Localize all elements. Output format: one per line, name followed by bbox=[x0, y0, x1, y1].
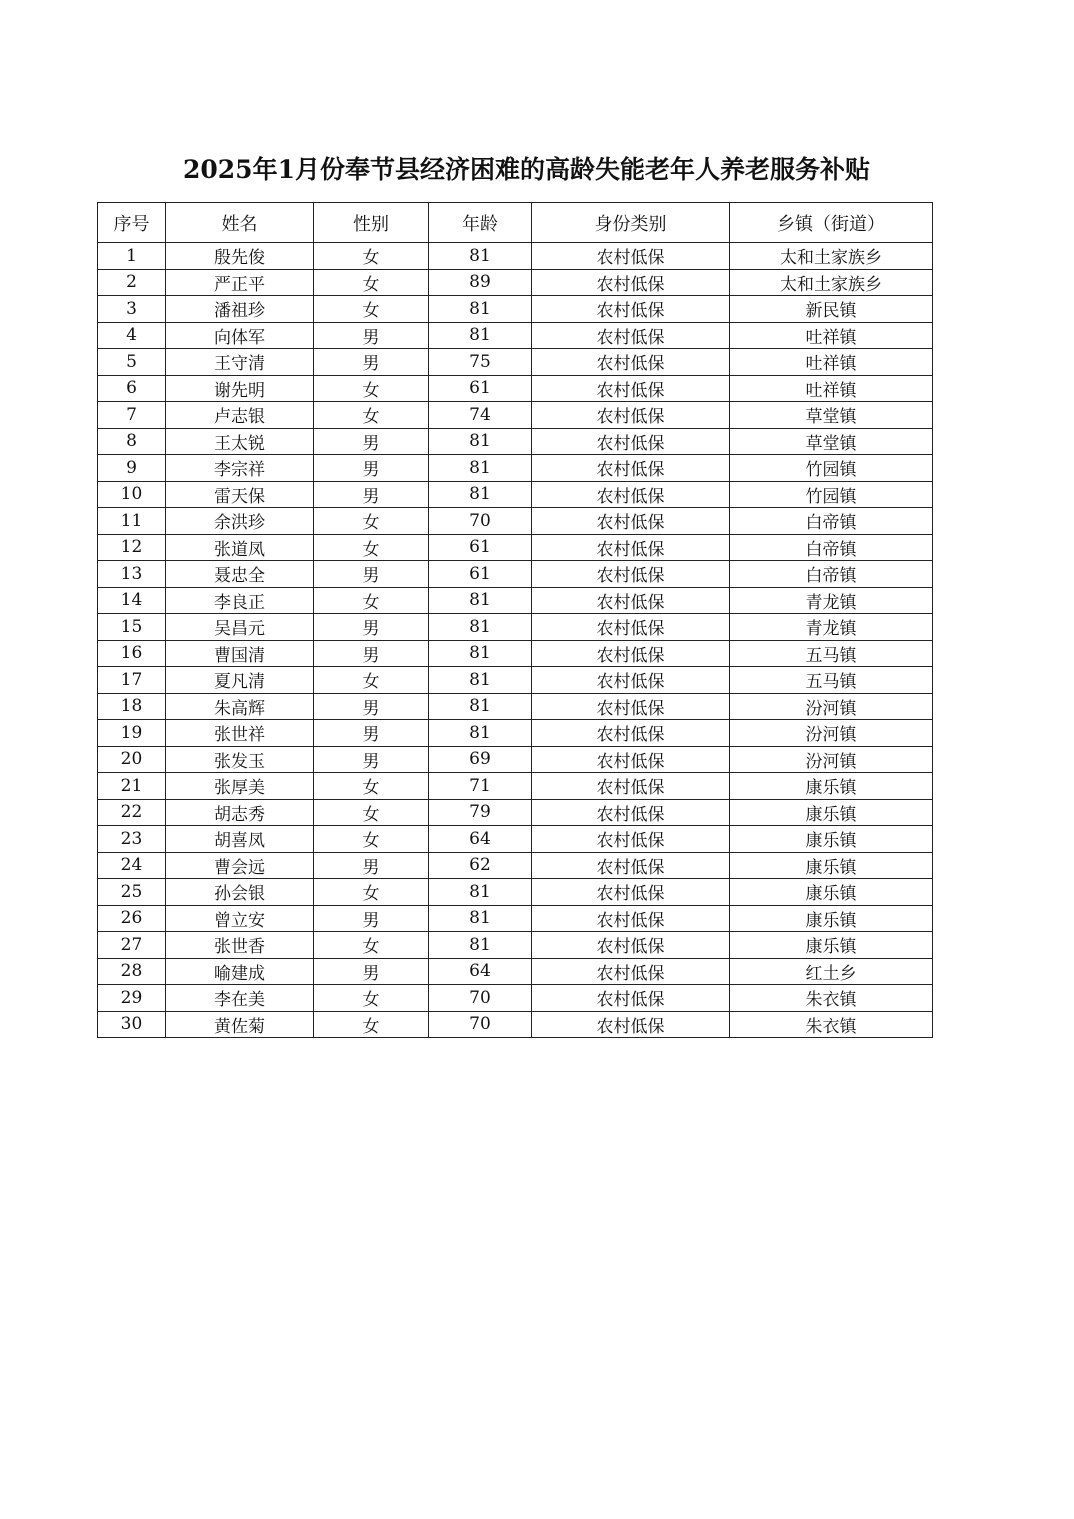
cell-name: 卢志银 bbox=[166, 402, 314, 429]
cell-gender: 女 bbox=[314, 269, 429, 296]
cell-category: 农村低保 bbox=[532, 932, 730, 959]
cell-gender: 男 bbox=[314, 428, 429, 455]
cell-index: 20 bbox=[98, 746, 166, 773]
cell-name: 曹会远 bbox=[166, 852, 314, 879]
cell-category: 农村低保 bbox=[532, 614, 730, 641]
cell-gender: 女 bbox=[314, 534, 429, 561]
cell-gender: 女 bbox=[314, 773, 429, 800]
cell-township: 白帝镇 bbox=[730, 561, 933, 588]
cell-category: 农村低保 bbox=[532, 455, 730, 482]
cell-name: 孙会银 bbox=[166, 879, 314, 906]
cell-age: 74 bbox=[429, 402, 532, 429]
table-header-row bbox=[98, 203, 933, 243]
cell-township: 草堂镇 bbox=[730, 428, 933, 455]
table-row bbox=[98, 932, 933, 959]
cell-name: 王守清 bbox=[166, 349, 314, 376]
cell-township: 吐祥镇 bbox=[730, 349, 933, 376]
cell-index: 10 bbox=[98, 481, 166, 508]
cell-name: 李良正 bbox=[166, 587, 314, 614]
cell-township: 新民镇 bbox=[730, 296, 933, 323]
cell-township: 青龙镇 bbox=[730, 587, 933, 614]
cell-category: 农村低保 bbox=[532, 481, 730, 508]
cell-township: 白帝镇 bbox=[730, 534, 933, 561]
cell-index: 21 bbox=[98, 773, 166, 800]
cell-age: 62 bbox=[429, 852, 532, 879]
table-row bbox=[98, 985, 933, 1012]
cell-name: 向体军 bbox=[166, 322, 314, 349]
cell-age: 81 bbox=[429, 587, 532, 614]
cell-township: 朱衣镇 bbox=[730, 985, 933, 1012]
cell-index: 2 bbox=[98, 269, 166, 296]
cell-name: 张发玉 bbox=[166, 746, 314, 773]
cell-name: 张世香 bbox=[166, 932, 314, 959]
table-body bbox=[98, 243, 933, 1038]
document-title: 2025年1月份奉节县经济困难的高龄失能老年人养老服务补贴 bbox=[183, 155, 870, 184]
cell-township: 康乐镇 bbox=[730, 932, 933, 959]
cell-township: 竹园镇 bbox=[730, 455, 933, 482]
cell-gender: 女 bbox=[314, 879, 429, 906]
cell-gender: 女 bbox=[314, 985, 429, 1012]
table-row bbox=[98, 375, 933, 402]
cell-category: 农村低保 bbox=[532, 667, 730, 694]
cell-gender: 女 bbox=[314, 375, 429, 402]
table-row bbox=[98, 561, 933, 588]
table-row bbox=[98, 852, 933, 879]
cell-age: 89 bbox=[429, 269, 532, 296]
cell-township: 康乐镇 bbox=[730, 799, 933, 826]
cell-name: 胡喜凤 bbox=[166, 826, 314, 853]
cell-category: 农村低保 bbox=[532, 508, 730, 535]
cell-category: 农村低保 bbox=[532, 905, 730, 932]
cell-age: 61 bbox=[429, 561, 532, 588]
table-row bbox=[98, 773, 933, 800]
cell-category: 农村低保 bbox=[532, 693, 730, 720]
cell-category: 农村低保 bbox=[532, 269, 730, 296]
cell-township: 吐祥镇 bbox=[730, 375, 933, 402]
table-row bbox=[98, 958, 933, 985]
cell-township: 五马镇 bbox=[730, 667, 933, 694]
header-township: 乡镇（街道） bbox=[730, 203, 933, 243]
cell-index: 8 bbox=[98, 428, 166, 455]
cell-name: 雷天保 bbox=[166, 481, 314, 508]
cell-index: 9 bbox=[98, 455, 166, 482]
cell-age: 81 bbox=[429, 296, 532, 323]
cell-township: 康乐镇 bbox=[730, 905, 933, 932]
cell-category: 农村低保 bbox=[532, 879, 730, 906]
cell-name: 潘祖珍 bbox=[166, 296, 314, 323]
table-row bbox=[98, 481, 933, 508]
cell-gender: 女 bbox=[314, 667, 429, 694]
table-row bbox=[98, 508, 933, 535]
cell-category: 农村低保 bbox=[532, 773, 730, 800]
table-row bbox=[98, 269, 933, 296]
table-row bbox=[98, 455, 933, 482]
cell-township: 青龙镇 bbox=[730, 614, 933, 641]
cell-name: 聂忠全 bbox=[166, 561, 314, 588]
cell-index: 17 bbox=[98, 667, 166, 694]
table-row bbox=[98, 640, 933, 667]
cell-township: 康乐镇 bbox=[730, 852, 933, 879]
cell-age: 70 bbox=[429, 985, 532, 1012]
cell-age: 81 bbox=[429, 455, 532, 482]
cell-category: 农村低保 bbox=[532, 375, 730, 402]
cell-index: 11 bbox=[98, 508, 166, 535]
cell-township: 康乐镇 bbox=[730, 879, 933, 906]
cell-index: 16 bbox=[98, 640, 166, 667]
cell-township: 吐祥镇 bbox=[730, 322, 933, 349]
cell-age: 81 bbox=[429, 667, 532, 694]
table-row bbox=[98, 879, 933, 906]
cell-category: 农村低保 bbox=[532, 561, 730, 588]
cell-index: 25 bbox=[98, 879, 166, 906]
header-category: 身份类别 bbox=[532, 203, 730, 243]
cell-age: 81 bbox=[429, 428, 532, 455]
cell-age: 81 bbox=[429, 879, 532, 906]
cell-index: 5 bbox=[98, 349, 166, 376]
cell-category: 农村低保 bbox=[532, 1011, 730, 1038]
cell-gender: 男 bbox=[314, 720, 429, 747]
cell-gender: 男 bbox=[314, 852, 429, 879]
cell-age: 81 bbox=[429, 481, 532, 508]
cell-township: 汾河镇 bbox=[730, 693, 933, 720]
cell-name: 曾立安 bbox=[166, 905, 314, 932]
cell-name: 朱高辉 bbox=[166, 693, 314, 720]
cell-gender: 女 bbox=[314, 826, 429, 853]
cell-age: 70 bbox=[429, 1011, 532, 1038]
cell-category: 农村低保 bbox=[532, 587, 730, 614]
table-row bbox=[98, 534, 933, 561]
table-row bbox=[98, 720, 933, 747]
cell-index: 6 bbox=[98, 375, 166, 402]
table-row bbox=[98, 349, 933, 376]
cell-age: 69 bbox=[429, 746, 532, 773]
cell-name: 张厚美 bbox=[166, 773, 314, 800]
cell-index: 15 bbox=[98, 614, 166, 641]
cell-age: 64 bbox=[429, 958, 532, 985]
cell-age: 64 bbox=[429, 826, 532, 853]
cell-gender: 男 bbox=[314, 614, 429, 641]
cell-index: 14 bbox=[98, 587, 166, 614]
cell-category: 农村低保 bbox=[532, 428, 730, 455]
cell-age: 81 bbox=[429, 640, 532, 667]
cell-township: 太和土家族乡 bbox=[730, 243, 933, 270]
cell-category: 农村低保 bbox=[532, 349, 730, 376]
cell-age: 61 bbox=[429, 375, 532, 402]
cell-name: 曹国清 bbox=[166, 640, 314, 667]
subsidy-table bbox=[97, 202, 933, 1038]
cell-category: 农村低保 bbox=[532, 322, 730, 349]
table-row bbox=[98, 614, 933, 641]
cell-age: 70 bbox=[429, 508, 532, 535]
cell-index: 1 bbox=[98, 243, 166, 270]
cell-age: 81 bbox=[429, 905, 532, 932]
table-row bbox=[98, 667, 933, 694]
cell-age: 81 bbox=[429, 614, 532, 641]
cell-gender: 男 bbox=[314, 455, 429, 482]
cell-age: 81 bbox=[429, 720, 532, 747]
cell-category: 农村低保 bbox=[532, 534, 730, 561]
cell-township: 白帝镇 bbox=[730, 508, 933, 535]
table-row bbox=[98, 746, 933, 773]
cell-index: 28 bbox=[98, 958, 166, 985]
cell-category: 农村低保 bbox=[532, 958, 730, 985]
cell-index: 22 bbox=[98, 799, 166, 826]
cell-township: 草堂镇 bbox=[730, 402, 933, 429]
table-row bbox=[98, 296, 933, 323]
cell-township: 康乐镇 bbox=[730, 826, 933, 853]
table-row bbox=[98, 402, 933, 429]
cell-age: 81 bbox=[429, 932, 532, 959]
cell-age: 81 bbox=[429, 243, 532, 270]
cell-name: 严正平 bbox=[166, 269, 314, 296]
cell-index: 7 bbox=[98, 402, 166, 429]
header-index: 序号 bbox=[98, 203, 166, 243]
cell-township: 康乐镇 bbox=[730, 773, 933, 800]
cell-category: 农村低保 bbox=[532, 402, 730, 429]
cell-township: 汾河镇 bbox=[730, 746, 933, 773]
cell-gender: 男 bbox=[314, 958, 429, 985]
cell-category: 农村低保 bbox=[532, 746, 730, 773]
cell-township: 红土乡 bbox=[730, 958, 933, 985]
cell-name: 张道凤 bbox=[166, 534, 314, 561]
cell-category: 农村低保 bbox=[532, 640, 730, 667]
cell-index: 12 bbox=[98, 534, 166, 561]
table-row bbox=[98, 905, 933, 932]
cell-age: 61 bbox=[429, 534, 532, 561]
cell-gender: 女 bbox=[314, 402, 429, 429]
cell-name: 谢先明 bbox=[166, 375, 314, 402]
cell-category: 农村低保 bbox=[532, 826, 730, 853]
cell-index: 23 bbox=[98, 826, 166, 853]
cell-township: 汾河镇 bbox=[730, 720, 933, 747]
table-row bbox=[98, 693, 933, 720]
cell-gender: 女 bbox=[314, 799, 429, 826]
cell-township: 太和土家族乡 bbox=[730, 269, 933, 296]
cell-category: 农村低保 bbox=[532, 985, 730, 1012]
cell-name: 喻建成 bbox=[166, 958, 314, 985]
cell-age: 71 bbox=[429, 773, 532, 800]
cell-gender: 男 bbox=[314, 905, 429, 932]
cell-index: 30 bbox=[98, 1011, 166, 1038]
cell-index: 27 bbox=[98, 932, 166, 959]
cell-index: 4 bbox=[98, 322, 166, 349]
cell-age: 79 bbox=[429, 799, 532, 826]
cell-name: 李在美 bbox=[166, 985, 314, 1012]
header-name: 姓名 bbox=[166, 203, 314, 243]
cell-age: 75 bbox=[429, 349, 532, 376]
table-row bbox=[98, 826, 933, 853]
cell-name: 胡志秀 bbox=[166, 799, 314, 826]
cell-index: 18 bbox=[98, 693, 166, 720]
cell-gender: 女 bbox=[314, 932, 429, 959]
cell-gender: 男 bbox=[314, 481, 429, 508]
cell-gender: 女 bbox=[314, 508, 429, 535]
header-age: 年龄 bbox=[429, 203, 532, 243]
table-row bbox=[98, 799, 933, 826]
cell-index: 24 bbox=[98, 852, 166, 879]
cell-category: 农村低保 bbox=[532, 296, 730, 323]
table-row bbox=[98, 243, 933, 270]
cell-gender: 女 bbox=[314, 296, 429, 323]
cell-gender: 女 bbox=[314, 243, 429, 270]
cell-age: 81 bbox=[429, 693, 532, 720]
table-row bbox=[98, 428, 933, 455]
cell-township: 朱衣镇 bbox=[730, 1011, 933, 1038]
cell-name: 吴昌元 bbox=[166, 614, 314, 641]
cell-gender: 男 bbox=[314, 561, 429, 588]
cell-index: 13 bbox=[98, 561, 166, 588]
cell-gender: 男 bbox=[314, 349, 429, 376]
header-gender: 性别 bbox=[314, 203, 429, 243]
cell-township: 竹园镇 bbox=[730, 481, 933, 508]
cell-category: 农村低保 bbox=[532, 243, 730, 270]
cell-name: 夏凡清 bbox=[166, 667, 314, 694]
cell-name: 李宗祥 bbox=[166, 455, 314, 482]
cell-gender: 女 bbox=[314, 1011, 429, 1038]
cell-index: 19 bbox=[98, 720, 166, 747]
cell-category: 农村低保 bbox=[532, 852, 730, 879]
cell-category: 农村低保 bbox=[532, 720, 730, 747]
cell-name: 黄佐菊 bbox=[166, 1011, 314, 1038]
table-row bbox=[98, 1011, 933, 1038]
cell-gender: 男 bbox=[314, 693, 429, 720]
cell-age: 81 bbox=[429, 322, 532, 349]
cell-gender: 女 bbox=[314, 587, 429, 614]
cell-township: 五马镇 bbox=[730, 640, 933, 667]
table-row bbox=[98, 587, 933, 614]
cell-name: 余洪珍 bbox=[166, 508, 314, 535]
cell-category: 农村低保 bbox=[532, 799, 730, 826]
cell-index: 29 bbox=[98, 985, 166, 1012]
cell-name: 王太锐 bbox=[166, 428, 314, 455]
cell-name: 张世祥 bbox=[166, 720, 314, 747]
cell-gender: 男 bbox=[314, 746, 429, 773]
table-row bbox=[98, 322, 933, 349]
cell-index: 26 bbox=[98, 905, 166, 932]
cell-index: 3 bbox=[98, 296, 166, 323]
cell-gender: 男 bbox=[314, 322, 429, 349]
cell-gender: 男 bbox=[314, 640, 429, 667]
cell-name: 殷先俊 bbox=[166, 243, 314, 270]
